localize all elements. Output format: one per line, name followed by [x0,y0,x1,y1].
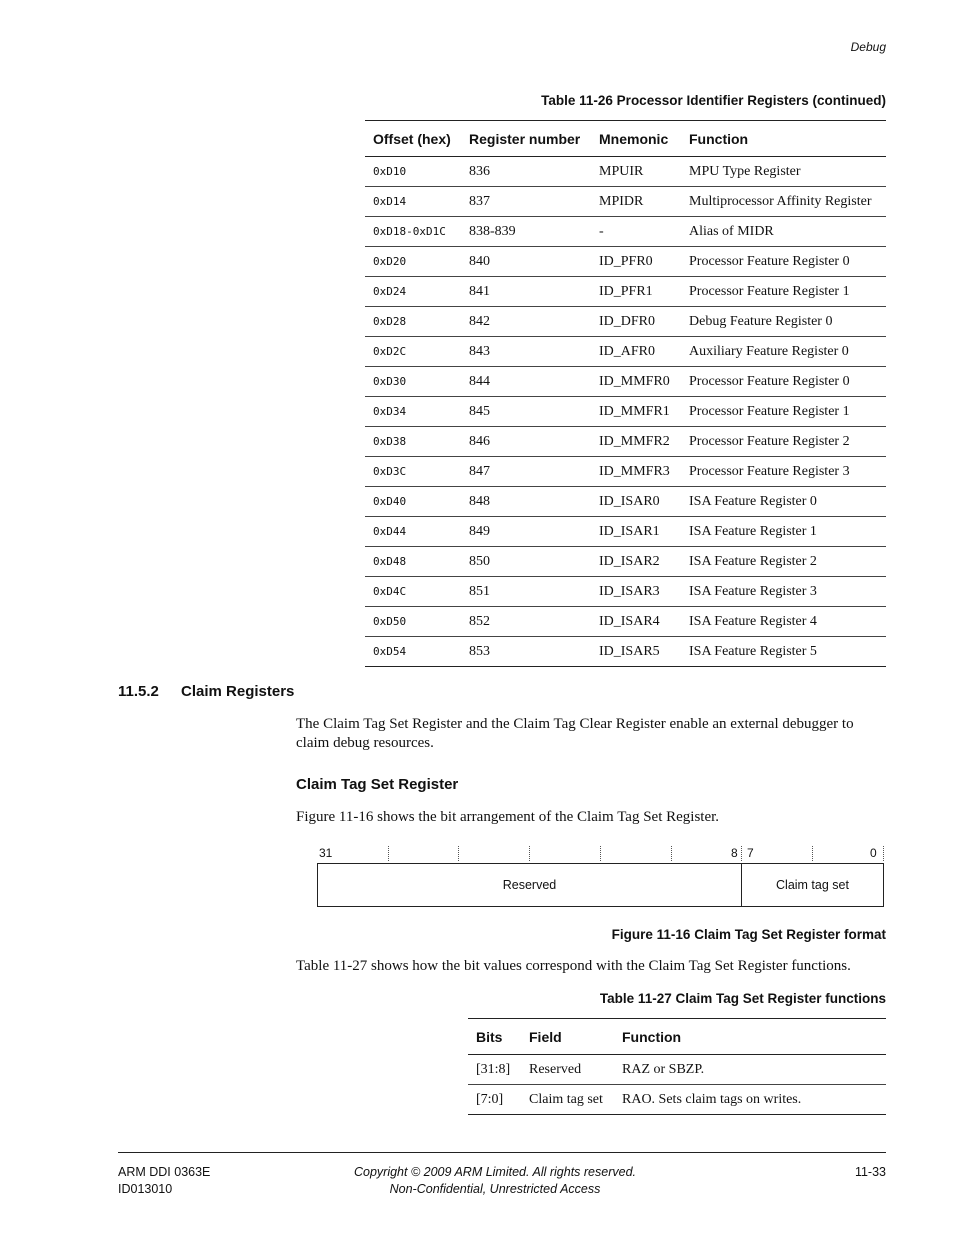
footer-doc-ids [118,1164,210,1198]
table-row [365,217,886,247]
footer-access: Non-Confidential, Unrestricted Access [389,1182,601,1196]
table-cell: Claim tag set [529,1091,603,1107]
table-cell: 0xD54 [373,645,407,658]
table-cell: MPU Type Register [681,157,886,187]
table-cell: [7:0] [476,1091,504,1107]
table-row [468,1085,886,1115]
table-cell: 843 [461,337,591,367]
bit-tick [458,846,459,861]
table-row [365,487,886,517]
reserved-field-label: Reserved [502,878,557,892]
table-row [365,517,886,547]
table-row [365,277,886,307]
table-cell: MPUIR [591,157,681,187]
table-row [365,247,886,277]
table-cell: ISA Feature Register 3 [681,577,886,607]
table-cell: MPIDR [591,187,681,217]
table-cell: Multiprocessor Affinity Register [681,187,886,217]
section-number: 11.5.2 [118,683,159,700]
table-cell: ID_MMFR1 [591,397,681,427]
table-cell: 852 [461,607,591,637]
footer-doc-id: ARM DDI 0363E [118,1165,211,1179]
table-cell: Alias of MIDR [681,217,886,247]
table-cell: 836 [461,157,591,187]
column-header-register-number: Register number [461,121,591,157]
footer-page-number: 11-33 [854,1165,886,1179]
table-cell: ID_ISAR3 [591,577,681,607]
bit-tick [671,846,672,861]
table-cell: 838-839 [461,217,591,247]
table-cell: - [591,217,681,247]
table-26-body [365,157,886,667]
table-cell: 0xD18-0xD1C [365,217,461,247]
table-cell: 0xD38 [365,427,461,457]
claim-tag-set-functions-table [468,1018,886,1115]
bit-tick [600,846,601,861]
table-27-body [468,1055,886,1115]
column-header-mnemonic: Mnemonic [591,121,681,157]
bit-label-31: 31 [319,846,333,860]
table-row [365,367,886,397]
table-cell: Processor Feature Register 1 [681,397,886,427]
reserved-field-box [317,863,742,907]
bit-tick [529,846,530,861]
table-cell: 0xD10 [365,157,461,187]
table-cell: 841 [461,277,591,307]
table-row [365,157,886,187]
table-cell: 0xD28 [365,307,461,337]
table-cell: ID_MMFR3 [591,457,681,487]
table-row [365,397,886,427]
table-cell: 0xD48 [365,547,461,577]
table-cell: ID_AFR0 [591,337,681,367]
table-26-caption: Table 11-26 Processor Identifier Registers (continued) [541,93,886,108]
bit-label-7: 7 [747,846,754,860]
bit-tick [741,846,742,861]
bit-tick [388,846,389,861]
table-row [365,637,886,667]
table-cell: ID_PFR0 [591,247,681,277]
table-cell: 0xD20 [365,247,461,277]
table-row [365,607,886,637]
table-cell: 0xD3C [365,457,461,487]
table-cell: ID_MMFR2 [591,427,681,457]
section-heading [118,683,294,700]
table-cell: 848 [461,487,591,517]
table-row [365,577,886,607]
table-cell: 850 [461,547,591,577]
footer-legal [300,1164,690,1198]
table-cell: ID_ISAR2 [591,547,681,577]
table-cell: ID_ISAR0 [591,487,681,517]
table-row [365,307,886,337]
table-cell: 0xD44 [365,517,461,547]
table-cell: 853 [469,643,490,659]
processor-identifier-registers-table [365,120,886,667]
table-header-row [468,1019,886,1055]
column-header-offset: Offset (hex) [365,121,461,157]
claim-tag-set-heading: Claim Tag Set Register [296,776,459,793]
running-header: Debug [850,40,886,54]
table-cell: ID_ISAR1 [591,517,681,547]
bit-label-8: 8 [731,846,738,860]
table-row [365,187,886,217]
table-cell: 846 [461,427,591,457]
table-cell: 0xD34 [365,397,461,427]
table-cell: 0xD24 [365,277,461,307]
section-title: Claim Registers [181,683,295,700]
table-header-row [365,121,886,157]
bit-tick [812,846,813,861]
table-row [365,457,886,487]
footer-rule [118,1152,886,1153]
table-cell: ID_ISAR5 [599,643,660,659]
table-cell: Processor Feature Register 2 [681,427,886,457]
bit-label-0: 0 [870,846,877,860]
table-cell: ID_MMFR0 [591,367,681,397]
table-cell: 847 [461,457,591,487]
table-cell: 0xD40 [365,487,461,517]
table-cell: 851 [461,577,591,607]
footer-release-id: ID013010 [118,1182,173,1196]
table-row [468,1055,886,1085]
column-header-field: Field [521,1019,614,1055]
table-cell: RAO. Sets claim tags on writes. [622,1091,802,1107]
table-cell: ISA Feature Register 0 [681,487,886,517]
table-cell: Auxiliary Feature Register 0 [681,337,886,367]
table-cell: RAZ or SBZP. [614,1055,886,1085]
table-cell: Processor Feature Register 0 [681,367,886,397]
table-cell: 0xD2C [365,337,461,367]
bit-tick [883,846,884,861]
table-row [365,427,886,457]
table-row [365,337,886,367]
table-cell: ISA Feature Register 2 [681,547,886,577]
table-row [365,547,886,577]
table-cell: 837 [461,187,591,217]
claim-tag-set-field-label: Claim tag set [776,878,849,892]
table-cell: ID_DFR0 [591,307,681,337]
table-27-caption: Table 11-27 Claim Tag Set Register functions [599,991,886,1006]
intro-paragraph: The Claim Tag Set Register and the Claim Tag Clear Register enable an external debugger to claim debug resources. [296,716,854,751]
table-cell: 842 [461,307,591,337]
column-header-bits: Bits [468,1019,521,1055]
figure-16-caption: Figure 11-16 Claim Tag Set Register format [611,927,886,942]
table-cell: ISA Feature Register 5 [689,643,817,659]
table-cell: ISA Feature Register 4 [681,607,886,637]
table-cell: 0xD30 [365,367,461,397]
table-cell: 0xD14 [365,187,461,217]
claim-tag-set-register-diagram [317,845,884,909]
table-cell: Processor Feature Register 1 [681,277,886,307]
table-cell: Processor Feature Register 0 [681,247,886,277]
table-cell: 845 [461,397,591,427]
column-header-function: Function [681,121,886,157]
column-header-function: Function [614,1019,886,1055]
table-cell: 844 [461,367,591,397]
table-cell: 849 [461,517,591,547]
table-reference-paragraph: Table 11-27 shows how the bit values correspond with the Claim Tag Set Register functions. [296,958,851,974]
table-cell: Debug Feature Register 0 [681,307,886,337]
table-cell: 0xD50 [365,607,461,637]
claim-tag-set-field-box [741,863,884,907]
figure-reference-paragraph: Figure 11-16 shows the bit arrangement of the Claim Tag Set Register. [296,809,720,825]
table-cell: Processor Feature Register 3 [681,457,886,487]
table-cell: ID_ISAR4 [591,607,681,637]
table-cell: ID_PFR1 [591,277,681,307]
table-cell: 840 [461,247,591,277]
footer-copyright: Copyright © 2009 ARM Limited. All rights reserved. [353,1165,636,1179]
table-cell: 0xD4C [365,577,461,607]
table-cell: ISA Feature Register 1 [681,517,886,547]
table-cell: Reserved [521,1055,614,1085]
table-cell: [31:8] [468,1055,521,1085]
